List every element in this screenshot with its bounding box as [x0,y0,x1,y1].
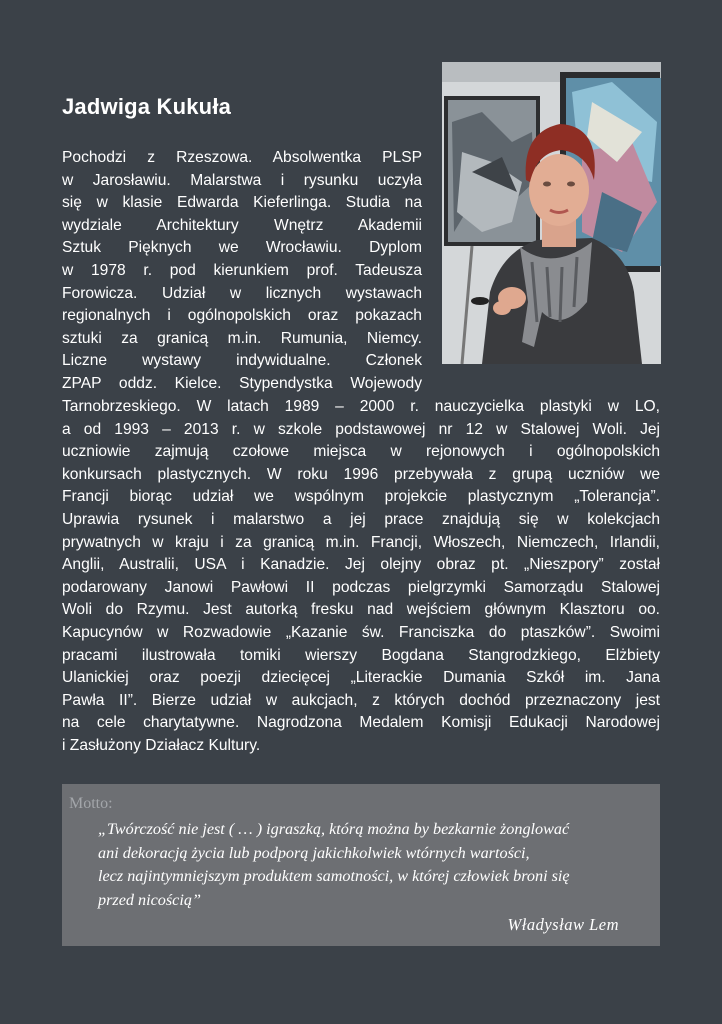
bio-line: i Zasłużony Działacz Kultury. [62,736,261,754]
bio-line: na cele charytatywne. Nagrodzona Medalem Komisji Edukacji Narodowej [62,714,660,732]
bio-line: w Jarosławiu. Malarstwa i rysunku uczyła [62,171,422,189]
quote-line: przed nicością” [98,890,201,909]
bio-line: w 1978 r. pod kierunkiem prof. Tadeusza [62,261,422,279]
bio-line: sztuki za granicą m.in. Rumunia, Niemcy. [62,329,422,347]
bio-line: Ulanickiej oraz poezji dziecięcej „Literackie Dumania Szkół im. Jana [62,669,660,687]
bio-line: podarowany Janowi Pawłowi II podczas pielgrzymki Samorządu Stalowej [62,578,660,596]
biography-bottom [62,396,660,758]
bio-line: prywatnych w kraju i za granicą m.in. Francji, Włoszech, Niemczech, Irlandii, [62,533,660,551]
bio-line: uczniowie zajmują czołowe miejsca w rejonowych i ogólnopolskich [62,443,660,461]
motto-box [62,784,660,946]
bio-line: konkursach plastycznych. W roku 1996 przebywała z grupą uczniów we [62,465,660,483]
bio-line: ZPAP oddz. Kielce. Stypendystka Wojewody [62,374,422,392]
bio-line: Kapucynów w Rozwadowie „Kazanie św. Franciszka do ptaszków”. Swoimi [62,623,660,641]
bio-line: Pawła II”. Bierze udział w aukcjach, z których dochód przeznaczony jest [62,691,660,709]
biography-top [62,147,422,396]
bio-line: Forowicza. Udział w licznych wystawach [62,284,422,302]
bio-line: Tarnobrzeskiego. W latach 1989 – 2000 r. nauczycielka plastyki w LO, [62,398,660,415]
bio-line: Anglii, Australii, USA i Kanadzie. Jej olejny obraz pt. „Nieszpory” został [62,556,660,574]
page-title: Jadwiga Kukuła [62,94,232,119]
motto-label: Motto: [69,795,113,812]
quote-line: lecz najintymniejszym produktem samotności, w której człowiek broni się [98,867,570,885]
bio-line: Pochodzi z Rzeszowa. Absolwentka PLSP [62,149,422,166]
bio-line: a od 1993 – 2013 r. w szkole podstawowej nr 12 w Stalowej Woli. Jej [62,420,660,438]
bio-line: regionalnych i ogólnopolskich oraz pokazach [62,307,422,325]
bio-line: Sztuk Pięknych we Wrocławiu. Dyplom [62,239,422,257]
bio-line: wydziale Architektury Wnętrz Akademii [62,216,422,234]
bio-line: Woli do Rzymu. Jest autorką fresku nad wejściem głównym Klasztoru oo. [62,601,660,619]
quote-line: ani dekoracją życia lub podporą jakichkolwiek wtórnych wartości, [98,843,530,862]
motto-author: Władysław Lem [507,915,619,934]
motto-quote [98,818,658,912]
bio-line: Uprawia rysunek i malarstwo a jej prace znajdują się w kolekcjach [62,510,660,528]
bio-line: Francji biorąc udział we wspólnym projekcie plastycznym „Tolerancja”. [62,488,660,506]
bio-line: Liczne wystawy indywidualne. Członek [62,352,422,370]
portrait-photo [442,62,661,364]
bio-line: pracami ilustrowała tomiki wierszy Bogdana Stangrodzkiego, Elżbiety [62,646,660,664]
quote-line: „Twórczość nie jest ( … ) igraszką, którą można by bezkarnie żonglować [98,820,570,838]
bio-line: się w klasie Edwarda Kieferlinga. Studia na [62,194,422,212]
